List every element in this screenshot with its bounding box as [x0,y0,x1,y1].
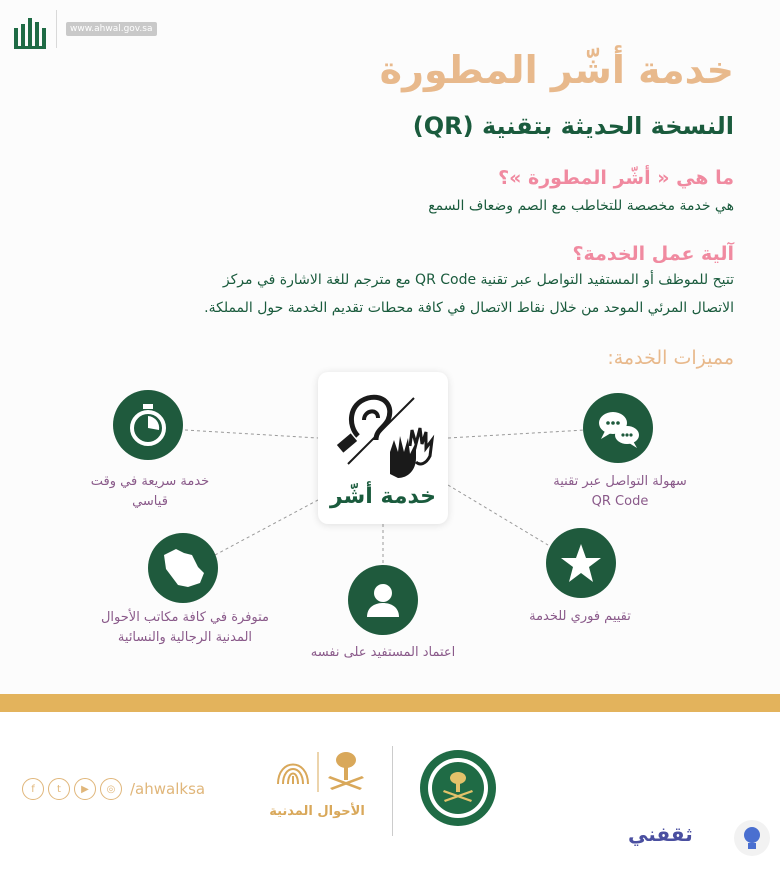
page-subtitle: النسخة الحديثة بتقنية (QR) [412,112,734,140]
user-icon [348,565,418,635]
facebook-icon[interactable]: f [22,778,44,800]
how-question: آلية عمل الخدمة؟ [572,243,734,265]
feature-rating-circle [546,528,616,598]
how-answer-line1: تتيح للموظف أو المستفيد التواصل عبر تقنية QR Code مع مترجم للغة الاشارة في مركز [222,272,734,288]
gold-divider-bar [0,694,780,712]
feature-offices-circle [148,533,218,603]
twitter-icon[interactable]: t [48,778,70,800]
star-icon [546,528,616,598]
chat-bubbles-icon [583,393,653,463]
website-url[interactable]: www.ahwal.gov.sa [66,22,157,36]
center-service-label: خدمة أشّر [329,484,437,509]
lightbulb-icon [732,818,772,858]
page-title: خدمة أشّر المطورة [379,48,734,92]
what-answer: هي خدمة مخصصة للتخاطب مع الصم وضعاف السمع [428,198,734,214]
youtube-icon[interactable]: ▶ [74,778,96,800]
feature-qr-circle [583,393,653,463]
ahwal-logo-text: الأحوال المدنية [269,804,365,819]
feature-self-label: اعتماد المستفيد على نفسه [310,645,456,660]
how-answer-line2: الاتصال المرئي الموحد من خلال نقاط الاتصال في كافة محطات تقديم الخدمة حول المملكة. [204,300,734,316]
saudi-map-icon [148,533,218,603]
feature-offices-label: متوفرة في كافة مكاتب الأحوال المدنية الرجالية والنسائية [100,610,270,645]
social-links [22,776,205,802]
ahwal-logo-icon [272,744,368,804]
feature-qr-label: سهولة التواصل عبر تقنية QR Code [553,474,687,509]
what-question: ما هي « أشّر المطورة »؟ [498,167,734,189]
stopwatch-icon [113,390,183,460]
feature-self-circle [348,565,418,635]
center-service-card [318,372,448,524]
feature-rating-label: تقييم فوري للخدمة [529,609,631,624]
footer-divider [392,746,393,836]
instagram-icon[interactable]: ◎ [100,778,122,800]
feature-fast-circle [113,390,183,460]
watermark-text: ثقفني [628,822,693,846]
sign-language-icon [328,386,438,486]
social-handle[interactable]: /ahwalksa [130,780,206,798]
features-heading: مميزات الخدمة: [607,347,734,369]
feature-fast-label: خدمة سريعة في وقت قياسي [90,474,210,509]
ministry-emblem-icon [418,748,498,828]
